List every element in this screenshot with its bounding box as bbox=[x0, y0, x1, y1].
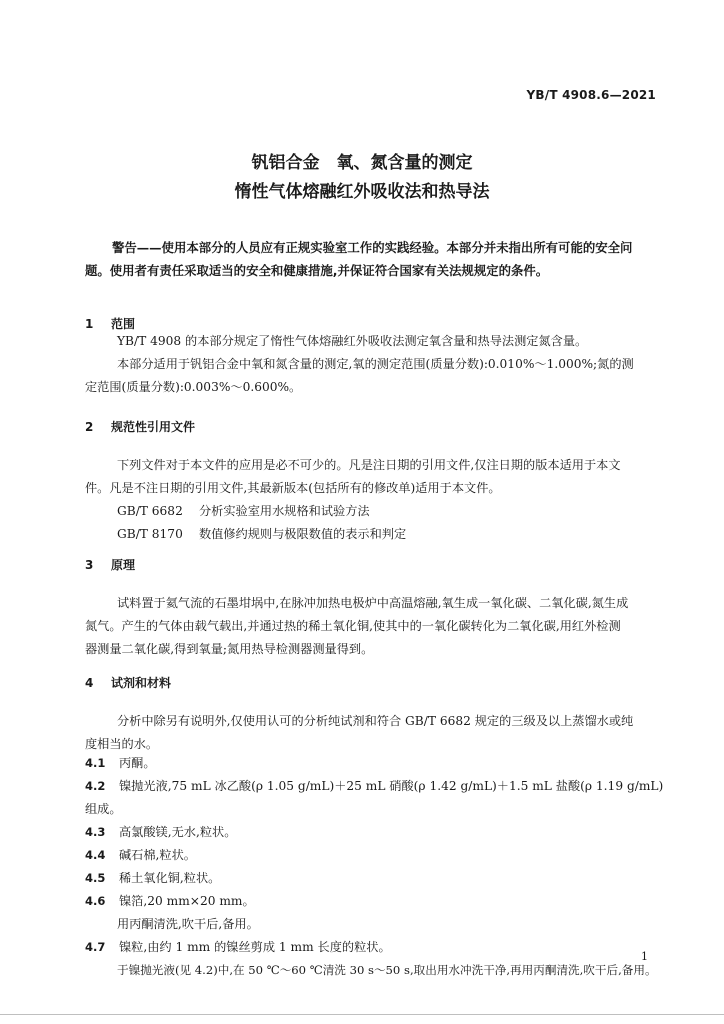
body-line: 器测量二氧化碳,得到氧量;氮用热导检测器测量得到。 bbox=[85, 642, 374, 656]
title-line-1: 钒铝合金 氧、氮含量的测定 bbox=[251, 153, 473, 173]
clause-number: 4.7 bbox=[85, 940, 106, 954]
reagent-item-continuation bbox=[85, 798, 665, 821]
clause-number: 4.4 bbox=[85, 848, 106, 862]
section-title: 范围 bbox=[111, 317, 136, 331]
references-body bbox=[85, 454, 660, 546]
body-line: 度相当的水。 bbox=[85, 737, 159, 751]
clause-text: 丙酮。 bbox=[119, 756, 156, 770]
clause-number: 4.5 bbox=[85, 871, 106, 885]
clause-number: 4.1 bbox=[85, 756, 106, 770]
section-number: 4 bbox=[85, 676, 94, 690]
clause-text: 用丙酮清洗,吹干后,备用。 bbox=[117, 917, 259, 931]
reference-code: GB/T 6682 bbox=[117, 504, 183, 518]
reagent-item bbox=[85, 890, 665, 913]
section-number: 1 bbox=[85, 317, 94, 331]
reference-item bbox=[85, 500, 660, 523]
clause-text: 于镍抛光液(见 4.2)中,在 50 ℃～60 ℃清洗 30 s～50 s,取出用水冲洗干净,再用丙酮清洗,吹干后,备用。 bbox=[117, 963, 657, 977]
reagent-list bbox=[85, 752, 665, 982]
section-number: 2 bbox=[85, 420, 94, 434]
section-title: 试剂和材料 bbox=[111, 676, 172, 690]
section-heading-normative-references bbox=[85, 418, 195, 435]
body-line: 氮气。产生的气体由载气载出,并通过热的稀土氧化铜,使其中的一氧化碳转化为二氧化碳,用红外检测 bbox=[85, 619, 621, 633]
clause-text: 镍粒,由约 1 mm 的镍丝剪成 1 mm 长度的粒状。 bbox=[119, 940, 391, 954]
reagent-item bbox=[85, 936, 665, 959]
warning-line: 题。使用者有责任采取适当的安全和健康措施,并保证符合国家有关法规规定的条件。 bbox=[85, 263, 549, 278]
reagent-item-note bbox=[85, 959, 665, 982]
title-line-2: 惰性气体熔融红外吸收法和热导法 bbox=[234, 182, 490, 202]
warning-paragraph bbox=[85, 236, 660, 282]
reagent-item bbox=[85, 752, 665, 775]
section-number: 3 bbox=[85, 558, 94, 572]
scope-body bbox=[85, 330, 660, 399]
body-line: 定范围(质量分数):0.003%～0.600%。 bbox=[85, 380, 302, 394]
body-line: 件。凡是不注日期的引用文件,其最新版本(包括所有的修改单)适用于本文件。 bbox=[85, 481, 501, 495]
section-heading-principle bbox=[85, 556, 135, 573]
principle-body bbox=[85, 592, 660, 661]
clause-number: 4.2 bbox=[85, 779, 106, 793]
section-title: 规范性引用文件 bbox=[111, 420, 196, 434]
reagent-item bbox=[85, 867, 665, 890]
section-title: 原理 bbox=[111, 558, 136, 572]
body-line: 试料置于氦气流的石墨坩埚中,在脉冲加热电极炉中高温熔融,氧生成一氧化碳、二氧化碳,氮生成 bbox=[117, 596, 629, 610]
reagent-item-note bbox=[85, 913, 665, 936]
clause-text: 高氯酸镁,无水,粒状。 bbox=[119, 825, 237, 839]
standard-code: YB/T 4908.6—2021 bbox=[526, 88, 656, 102]
reference-title: 分析实验室用水规格和试验方法 bbox=[199, 504, 370, 518]
clause-number: 4.3 bbox=[85, 825, 106, 839]
page-number: 1 bbox=[641, 950, 648, 963]
clause-text: 组成。 bbox=[85, 802, 122, 816]
section-heading-reagents bbox=[85, 674, 171, 691]
body-line: 分析中除另有说明外,仅使用认可的分析纯试剂和符合 GB/T 6682 规定的三级及以上蒸馏水或纯 bbox=[117, 714, 634, 728]
body-line: YB/T 4908 的本部分规定了惰性气体熔融红外吸收法测定氧含量和热导法测定氮含量。 bbox=[117, 334, 588, 348]
body-line: 下列文件对于本文件的应用是必不可少的。凡是注日期的引用文件,仅注日期的版本适用于本文 bbox=[117, 458, 621, 472]
clause-text: 碱石棉,粒状。 bbox=[119, 848, 196, 862]
clause-text: 镍箔,20 mm×20 mm。 bbox=[119, 894, 255, 908]
body-line: 本部分适用于钒铝合金中氧和氮含量的测定,氧的测定范围(质量分数):0.010%～1.000%;氮的测 bbox=[117, 357, 634, 371]
warning-line: 警告——使用本部分的人员应有正规实验室工作的实践经验。本部分并未指出所有可能的安全问 bbox=[112, 240, 633, 255]
clause-text: 稀土氧化铜,粒状。 bbox=[119, 871, 221, 885]
reagent-item bbox=[85, 775, 665, 798]
reagent-item bbox=[85, 821, 665, 844]
bottom-divider bbox=[0, 1014, 724, 1015]
reference-item bbox=[85, 523, 660, 546]
reference-title: 数值修约规则与极限数值的表示和判定 bbox=[199, 527, 407, 541]
clause-text: 镍抛光液,75 mL 冰乙酸(ρ 1.05 g/mL)＋25 mL 硝酸(ρ 1.42 g/mL)＋1.5 mL 盐酸(ρ 1.19 g/mL) bbox=[119, 779, 664, 793]
reference-code: GB/T 8170 bbox=[117, 527, 183, 541]
reagents-body bbox=[85, 710, 660, 756]
clause-number: 4.6 bbox=[85, 894, 106, 908]
reagent-item bbox=[85, 844, 665, 867]
